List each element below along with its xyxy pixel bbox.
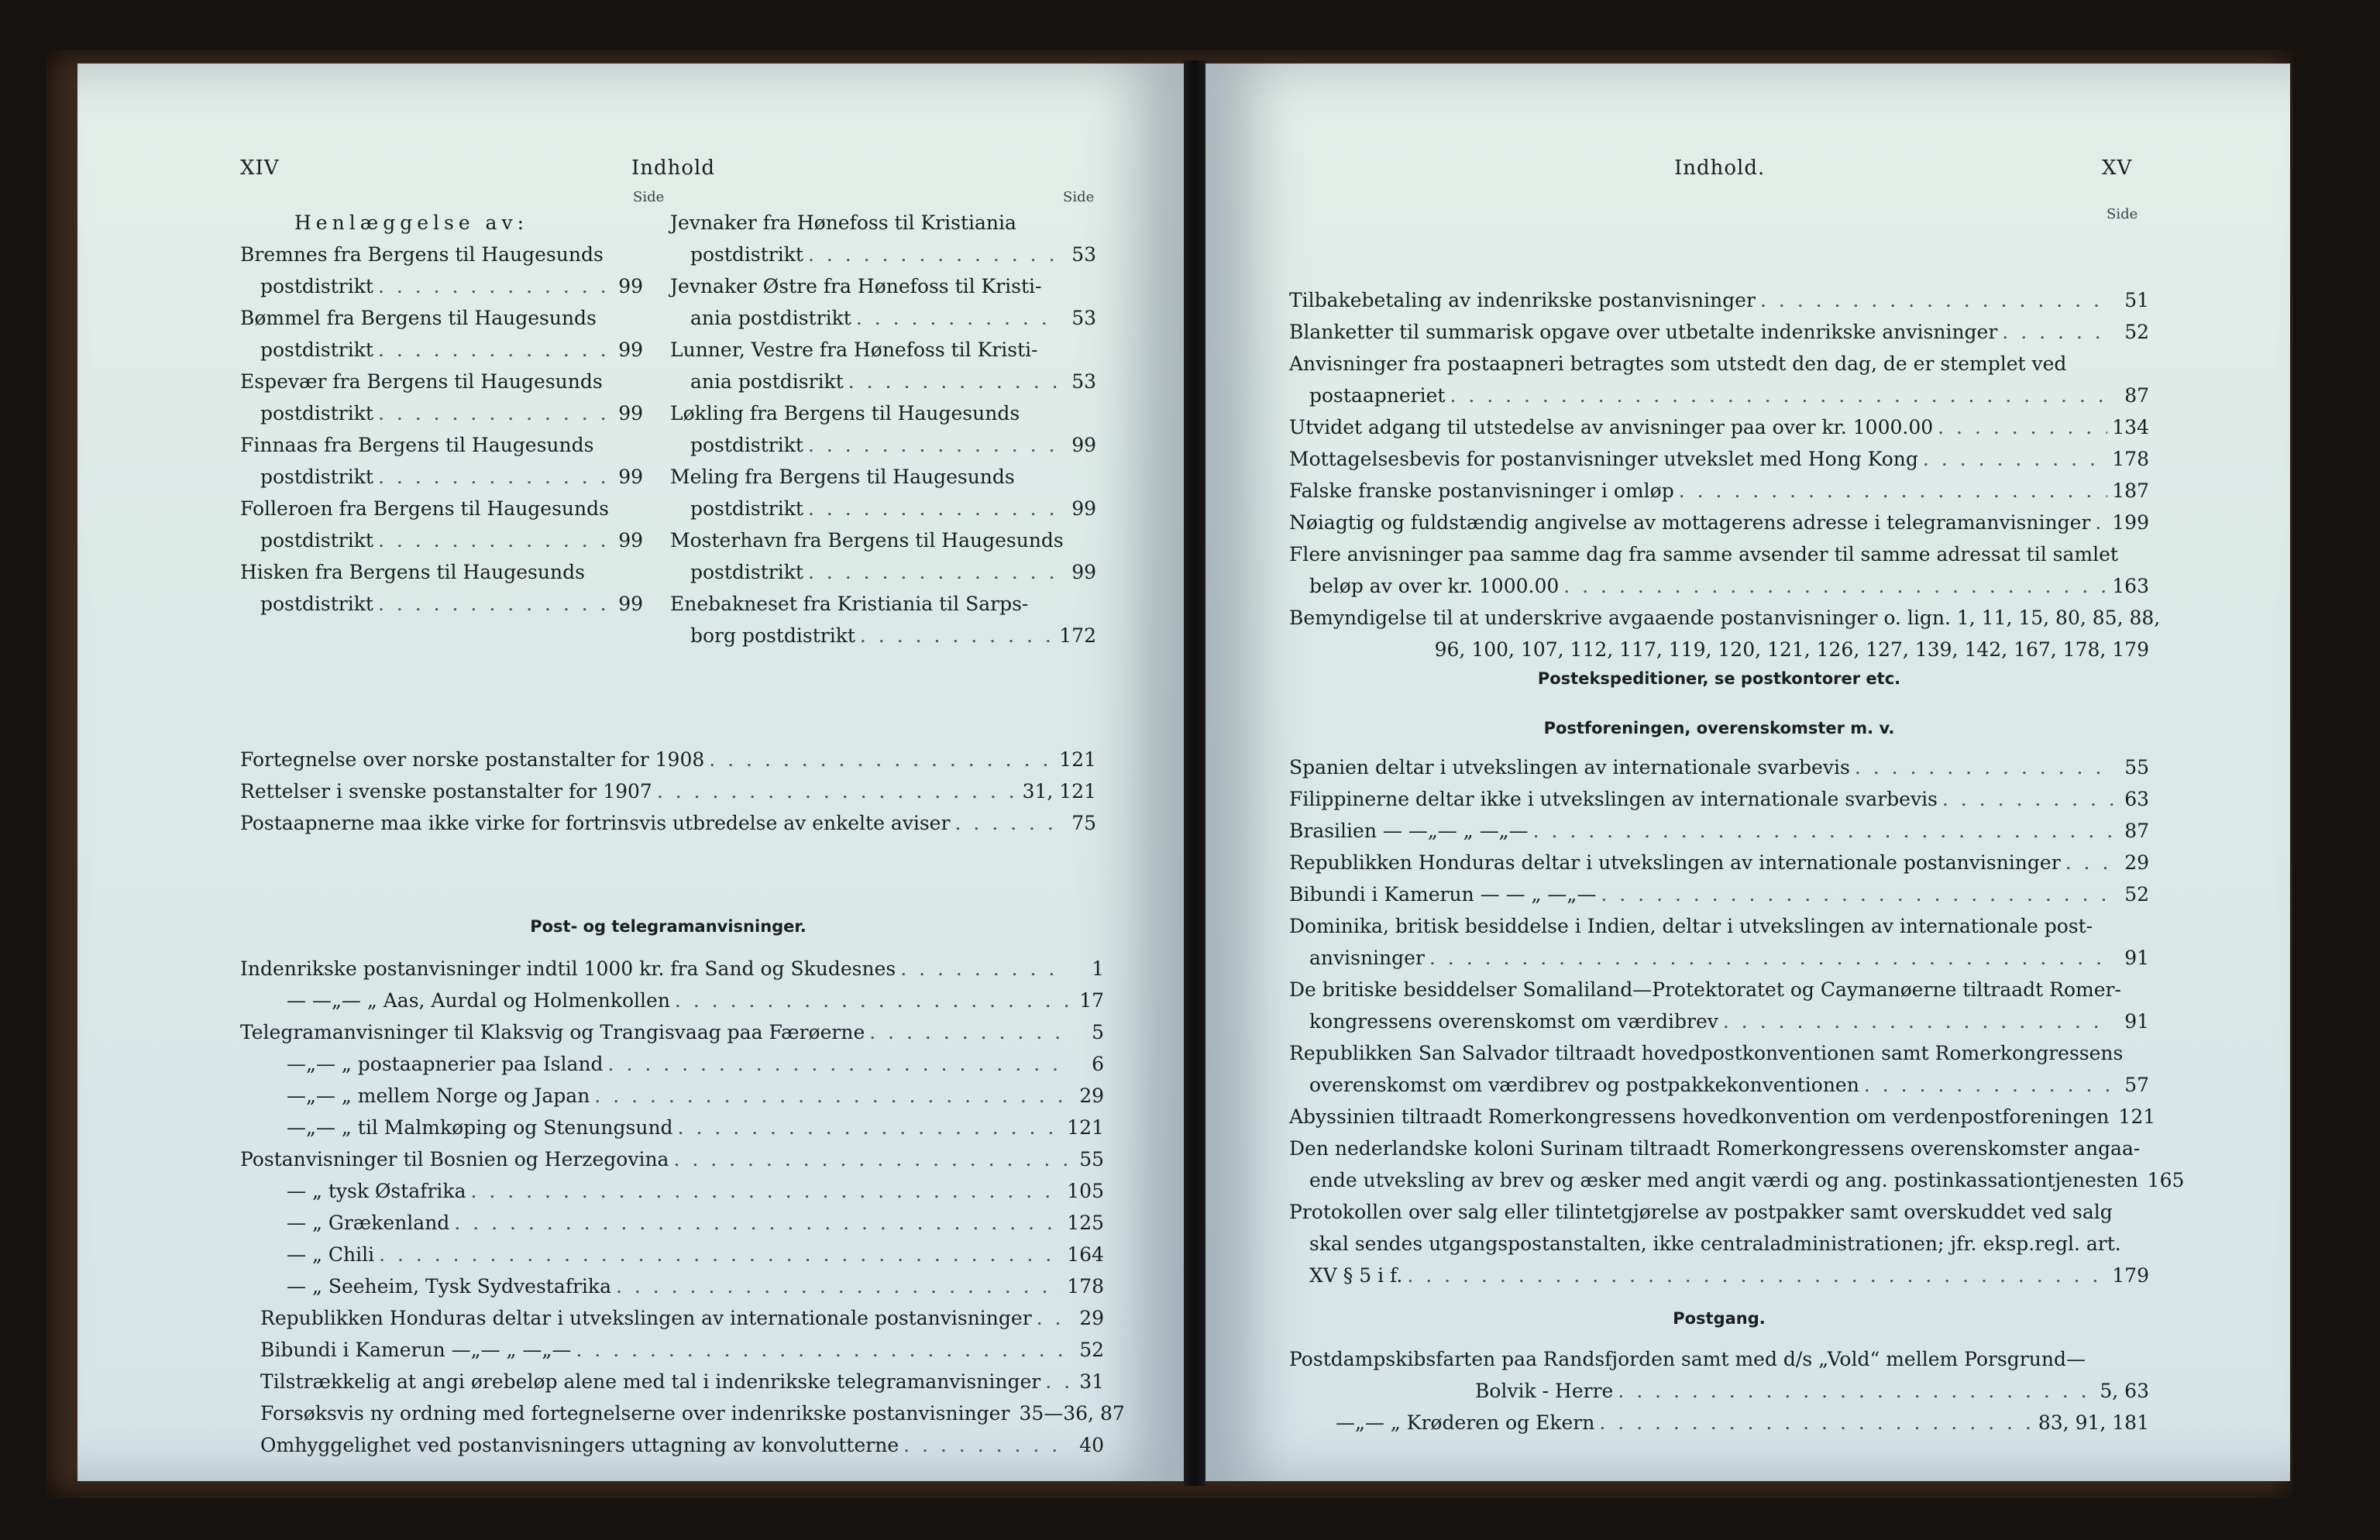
toc-entry bbox=[670, 461, 1096, 493]
toc-entry bbox=[1289, 1069, 2149, 1101]
entry-text: ania postdisrikt bbox=[690, 370, 844, 393]
dot-leader bbox=[1599, 1407, 2034, 1439]
toc-entry bbox=[240, 1143, 1104, 1175]
page-ref: 199 bbox=[2112, 511, 2149, 534]
page-ref: 52 bbox=[1079, 1339, 1104, 1361]
entry-text: postdistrikt bbox=[690, 561, 803, 583]
dot-leader bbox=[594, 1080, 1068, 1112]
toc-entry bbox=[240, 1334, 1104, 1366]
dot-leader bbox=[378, 461, 607, 493]
entry-text: — —„— „ Aas, Aurdal og Holmenkollen bbox=[287, 989, 670, 1012]
entry-text: — „ Chili bbox=[287, 1243, 375, 1266]
toc-entry bbox=[1289, 1260, 2149, 1291]
entry-text: Dominika, britisk besiddelse i Indien, deltar i utvekslingen av internationale post- bbox=[1289, 915, 2093, 937]
toc-entry bbox=[240, 1302, 1104, 1334]
toc-entry bbox=[670, 429, 1096, 461]
left-column bbox=[240, 207, 643, 620]
toc-entry bbox=[240, 744, 1096, 775]
page-ref: 17 bbox=[1079, 989, 1104, 1012]
dot-leader bbox=[616, 1270, 1062, 1302]
entry-text: — „ Grækenland bbox=[287, 1212, 450, 1234]
toc-entry bbox=[1289, 1196, 2149, 1228]
entry-text: postdistrikt bbox=[690, 434, 803, 456]
dot-leader bbox=[808, 556, 1061, 588]
page-ref: 105 bbox=[1067, 1180, 1104, 1202]
toc-entry bbox=[1289, 1005, 2149, 1037]
toc-entry bbox=[1289, 1133, 2149, 1164]
page-ref: 121 bbox=[1059, 748, 1096, 771]
toc-entry bbox=[240, 1175, 1104, 1207]
entry-text: Utvidet adgang til utstedelse av anvisninger paa over kr. 1000.00 bbox=[1289, 416, 1934, 438]
page-ref: 121 bbox=[1067, 1116, 1104, 1139]
entry-text: anvisninger bbox=[1309, 947, 1425, 969]
toc-entry bbox=[670, 270, 1096, 302]
entry-text: Enebakneset fra Kristiania til Sarps- bbox=[670, 593, 1029, 615]
section-entries bbox=[240, 953, 1125, 1461]
entry-text: Espevær fra Bergens til Haugesunds bbox=[240, 370, 603, 393]
section-title: Postekspeditioner, se postkontorer etc. bbox=[1537, 669, 1901, 688]
dot-leader bbox=[379, 1239, 1062, 1270]
entry-text: Republikken San Salvador tiltraadt hovedpostkonventionen samt Romerkongressens bbox=[1289, 1042, 2124, 1064]
toc-entry bbox=[1289, 475, 2149, 507]
full-width-entries bbox=[240, 744, 1096, 839]
page-ref: 99 bbox=[618, 402, 643, 425]
entry-text: Spanien deltar i utvekslingen av internationale svarbevis bbox=[1289, 756, 1850, 779]
toc-entry bbox=[240, 366, 643, 397]
dot-leader bbox=[675, 985, 1068, 1016]
entry-text: De britiske besiddelser Somaliland—Protektoratet og Caymanøerne tiltraadt Romer- bbox=[1289, 978, 2121, 1001]
entry-text: kongressens overenskomst om værdibrev bbox=[1309, 1010, 1718, 1033]
entry-text: Postanvisninger til Bosnien og Herzegovina bbox=[240, 1148, 669, 1170]
toc-entry bbox=[670, 366, 1096, 397]
toc-entry bbox=[240, 1048, 1104, 1080]
toc-entry bbox=[1289, 411, 2149, 443]
dot-leader bbox=[378, 524, 607, 556]
dot-leader bbox=[1450, 380, 2113, 411]
entry-text: Finnaas fra Bergens til Haugesunds bbox=[240, 434, 594, 456]
toc-entry bbox=[1289, 815, 2149, 847]
entry-text: Anvisninger fra postaapneri betragtes som utstedt den dag, de er stemplet ved bbox=[1289, 352, 2067, 375]
entry-text: Tilstrækkelig at angi ørebeløp alene med tal i indenrikske telegramanvisninger bbox=[260, 1370, 1041, 1393]
dot-leader bbox=[2002, 316, 2113, 348]
entry-text: Jevnaker Østre fra Hønefoss til Kristi- bbox=[670, 275, 1042, 297]
book-gutter bbox=[1184, 60, 1205, 1486]
entry-text: skal sendes utgangspostanstalten, ikke centraladministrationen; jfr. eksp.regl. art. bbox=[1309, 1232, 2121, 1255]
entry-text: Republikken Honduras deltar i utvekslingen av internationale postanvisninger bbox=[1289, 851, 2061, 874]
toc-entry bbox=[670, 524, 1096, 556]
dot-leader bbox=[1618, 1375, 2095, 1407]
entry-text: Bibundi i Kamerun — — „ —„— bbox=[1289, 883, 1597, 906]
page-ref: 29 bbox=[1079, 1085, 1104, 1107]
page-ref: 178 bbox=[1067, 1275, 1104, 1298]
dot-leader bbox=[1723, 1005, 2113, 1037]
entry-text: Filippinerne deltar ikke i utvekslingen av internationale svarbevis bbox=[1289, 788, 1938, 810]
dot-leader bbox=[1045, 1366, 1068, 1397]
page-ref: 31, 121 bbox=[1022, 780, 1096, 803]
toc-entry bbox=[1289, 1407, 2149, 1439]
toc-entry bbox=[1289, 316, 2149, 348]
toc-entry bbox=[240, 461, 643, 493]
dot-leader bbox=[673, 1143, 1068, 1175]
dot-leader bbox=[678, 1112, 1063, 1143]
entry-text: postdistrikt bbox=[260, 275, 373, 297]
page-ref: 99 bbox=[1071, 497, 1096, 520]
toc-entry bbox=[1289, 538, 2149, 570]
page-ref: 87 bbox=[2124, 820, 2149, 842]
dot-leader bbox=[2065, 847, 2113, 878]
dot-leader bbox=[470, 1175, 1062, 1207]
entry-text: overenskomst om værdibrev og postpakkekonventionen bbox=[1309, 1074, 1859, 1096]
toc-entry bbox=[670, 207, 1096, 239]
page-ref: 29 bbox=[1079, 1307, 1104, 1329]
entry-text: Protokollen over salg eller tilintetgjørelse av postpakker samt overskuddet ved salg bbox=[1289, 1201, 2113, 1223]
page-number: XV bbox=[2102, 156, 2133, 180]
entry-text: Bolvik - Herre bbox=[1475, 1380, 1614, 1402]
dot-leader bbox=[848, 366, 1061, 397]
toc-entry bbox=[670, 588, 1096, 620]
dot-leader bbox=[808, 493, 1061, 524]
entry-text: postdistrikt bbox=[260, 402, 373, 425]
page-ref: 35—36, 87 bbox=[1019, 1402, 1125, 1425]
dot-leader bbox=[903, 1429, 1068, 1461]
toc-entry bbox=[1289, 847, 2149, 878]
section-title: Post- og telegramanvisninger. bbox=[530, 917, 807, 936]
toc-entry bbox=[1289, 380, 2149, 411]
toc-entry bbox=[240, 429, 643, 461]
toc-entry bbox=[240, 302, 643, 334]
toc-entry bbox=[1289, 910, 2149, 942]
page-ref: 52 bbox=[2124, 321, 2149, 343]
page-ref: 164 bbox=[1067, 1243, 1104, 1266]
section-title: Postgang. bbox=[1673, 1309, 1766, 1328]
page-ref: 1 bbox=[1092, 957, 1104, 980]
page-ref: 87 bbox=[2124, 384, 2149, 407]
toc-entry bbox=[240, 524, 643, 556]
page-ref: 5 bbox=[1092, 1021, 1104, 1043]
page-ref: 172 bbox=[1059, 624, 1096, 647]
dot-leader bbox=[900, 953, 1068, 985]
page-ref: 134 bbox=[2112, 416, 2149, 438]
toc-entry bbox=[1289, 602, 2161, 634]
entry-text: Abyssinien tiltraadt Romerkongressens hovedkonvention om verdenpostforeningen bbox=[1289, 1105, 2110, 1128]
page-ref: 57 bbox=[2124, 1074, 2149, 1096]
page-ref: 52 bbox=[2124, 883, 2149, 906]
entry-text: Postdampskibsfarten paa Randsfjorden samt med d/s „Vold“ mellem Porsgrund— bbox=[1289, 1348, 2086, 1370]
page-ref: 29 bbox=[2124, 851, 2149, 874]
dot-leader bbox=[608, 1048, 1068, 1080]
toc-entry bbox=[1289, 974, 2149, 1005]
entry-text: Løkling fra Bergens til Haugesunds bbox=[670, 402, 1020, 425]
dot-leader bbox=[856, 302, 1061, 334]
entry-text: Nøiagtig og fuldstændig angivelse av mottagerens adresse i telegramanvisninger bbox=[1289, 511, 2091, 534]
toc-entry bbox=[1289, 783, 2149, 815]
dot-leader bbox=[576, 1334, 1068, 1366]
dot-leader bbox=[1601, 878, 2113, 910]
toc-entry bbox=[240, 1080, 1104, 1112]
right-page bbox=[1205, 64, 2290, 1481]
section-entries bbox=[1289, 751, 2185, 1291]
page-ref: 99 bbox=[1071, 434, 1096, 456]
dot-leader bbox=[454, 1207, 1062, 1239]
entry-text: Telegramanvisninger til Klaksvig og Trangisvaag paa Færøerne bbox=[240, 1021, 865, 1043]
side-label: Side bbox=[633, 189, 665, 205]
page-ref: 83, 91, 181 bbox=[2038, 1411, 2149, 1434]
side-label: Side bbox=[1063, 189, 1095, 205]
dot-leader bbox=[657, 775, 1018, 807]
toc-entry bbox=[670, 239, 1096, 270]
page-ref: 91 bbox=[2124, 1010, 2149, 1033]
page-ref: 53 bbox=[1071, 370, 1096, 393]
entry-text: Indenrikske postanvisninger indtil 1000 kr. fra Sand og Skudesnes bbox=[240, 957, 896, 980]
toc-entry bbox=[1289, 348, 2149, 380]
page-number: XIV bbox=[240, 156, 280, 180]
running-head: Indhold bbox=[631, 156, 716, 180]
toc-entry bbox=[1289, 1037, 2149, 1069]
toc-entry bbox=[240, 588, 643, 620]
entry-text: borg postdistrikt bbox=[690, 624, 855, 647]
entry-text: Fortegnelse over norske postanstalter for 1908 bbox=[240, 748, 705, 771]
entry-text: Hisken fra Bergens til Haugesunds bbox=[240, 561, 585, 583]
entry-text: Forsøksvis ny ordning med fortegnelserne over indenrikske postanvisninger bbox=[260, 1402, 1010, 1425]
entry-text: Republikken Honduras deltar i utvekslingen av internationale postanvisninger bbox=[260, 1307, 1032, 1329]
page-ref: 31 bbox=[1079, 1370, 1104, 1393]
entry-text: postdistrikt bbox=[690, 497, 803, 520]
toc-entry bbox=[240, 493, 643, 524]
toc-entry bbox=[1289, 1375, 2149, 1407]
entry-text: 96, 100, 107, 112, 117, 119, 120, 121, 126, 127, 139, 142, 167, 178, 179 bbox=[1434, 638, 2149, 661]
entry-text: postdistrikt bbox=[260, 529, 373, 552]
toc-entry bbox=[240, 1366, 1104, 1397]
column-heading: Henlæggelse av: bbox=[294, 211, 529, 234]
toc-entry bbox=[1289, 878, 2149, 910]
dot-leader bbox=[1679, 475, 2108, 507]
entry-text: Bømmel fra Bergens til Haugesunds bbox=[240, 307, 597, 329]
running-head: Indhold. bbox=[1674, 156, 1766, 180]
dot-leader bbox=[808, 239, 1061, 270]
toc-entry bbox=[240, 1270, 1104, 1302]
page-ref: 178 bbox=[2112, 448, 2149, 470]
entry-text: Bibundi i Kamerun —„— „ —„— bbox=[260, 1339, 572, 1361]
toc-entry bbox=[670, 620, 1096, 651]
entry-text: Bemyndigelse til at underskrive avgaaende postanvisninger o. lign. 1, 11, 15, 80, 85, 88, bbox=[1289, 607, 2161, 629]
page-ref: 51 bbox=[2124, 289, 2149, 311]
toc-entry bbox=[240, 1397, 1125, 1429]
page-ref: 75 bbox=[1071, 812, 1096, 834]
entry-text: — „ tysk Østafrika bbox=[287, 1180, 466, 1202]
entry-text: Blanketter til summarisk opgave over utbetalte indenrikske anvisninger bbox=[1289, 321, 1998, 343]
page-ref: 53 bbox=[1071, 243, 1096, 266]
page-ref: 99 bbox=[618, 275, 643, 297]
toc-entry bbox=[1289, 1164, 2185, 1196]
dot-leader bbox=[808, 429, 1061, 461]
page-ref: 187 bbox=[2112, 480, 2149, 502]
toc-entry bbox=[670, 556, 1096, 588]
toc-entry bbox=[670, 397, 1096, 429]
side-label: Side bbox=[2107, 206, 2138, 222]
page-ref: 53 bbox=[1071, 307, 1096, 329]
toc-entry bbox=[1289, 443, 2149, 475]
page-ref: 40 bbox=[1079, 1434, 1104, 1456]
dot-leader bbox=[954, 807, 1061, 839]
toc-entry bbox=[1289, 1101, 2156, 1133]
dot-leader bbox=[1429, 942, 2113, 974]
toc-entry bbox=[240, 270, 643, 302]
page-ref: 99 bbox=[618, 529, 643, 552]
entry-text: —„— „ mellem Norge og Japan bbox=[287, 1085, 590, 1107]
toc-entry bbox=[1289, 284, 2149, 316]
toc-entry bbox=[1289, 570, 2149, 602]
entry-text: —„— „ postaapnerier paa Island bbox=[287, 1053, 604, 1075]
toc-entry bbox=[670, 334, 1096, 366]
entry-text: postdistrikt bbox=[260, 466, 373, 488]
dot-leader bbox=[378, 334, 607, 366]
toc-entry bbox=[240, 556, 643, 588]
dot-leader bbox=[1407, 1260, 2107, 1291]
page-ref: 99 bbox=[618, 466, 643, 488]
entry-text: postdistrikt bbox=[690, 243, 803, 266]
toc-entry bbox=[1289, 1343, 2149, 1375]
entry-text: Tilbakebetaling av indenrikske postanvisninger bbox=[1289, 289, 1756, 311]
entry-text: beløp av over kr. 1000.00 bbox=[1309, 575, 1560, 597]
entry-text: —„— „ Krøderen og Ekern bbox=[1336, 1411, 1595, 1434]
entry-text: XV § 5 i f. bbox=[1309, 1264, 1403, 1287]
entry-text: Meling fra Bergens til Haugesunds bbox=[670, 466, 1015, 488]
dot-leader bbox=[1855, 751, 2113, 783]
dot-leader bbox=[1938, 411, 2107, 443]
entry-text: Postaapnerne maa ikke virke for fortrinsvis utbredelse av enkelte aviser bbox=[240, 812, 951, 834]
dot-leader bbox=[1864, 1069, 2113, 1101]
toc-entry bbox=[240, 953, 1104, 985]
toc-entry bbox=[1289, 507, 2149, 538]
dot-leader bbox=[869, 1016, 1068, 1048]
page-ref: 99 bbox=[618, 339, 643, 361]
toc-entry bbox=[1289, 942, 2149, 974]
entries bbox=[1289, 284, 2161, 665]
entry-text: Folleroen fra Bergens til Haugesunds bbox=[240, 497, 609, 520]
entry-text: Jevnaker fra Hønefoss til Kristiania bbox=[670, 211, 1016, 234]
dot-leader bbox=[1923, 443, 2107, 475]
toc-entry bbox=[240, 1016, 1104, 1048]
entry-text: Rettelser i svenske postanstalter for 1907 bbox=[240, 780, 652, 803]
dot-leader bbox=[1942, 783, 2113, 815]
entry-text: Flere anvisninger paa samme dag fra samme avsender til samme adressat til samlet bbox=[1289, 543, 2118, 565]
entry-text: postdistrikt bbox=[260, 339, 373, 361]
toc-entry bbox=[240, 807, 1096, 839]
entry-text: ende utveksling av brev og æsker med angit værdi og ang. postinkassationtjenesten bbox=[1309, 1169, 2138, 1191]
page-ref: 91 bbox=[2124, 947, 2149, 969]
entry-text: Mosterhavn fra Bergens til Haugesunds bbox=[670, 529, 1064, 552]
dot-leader bbox=[860, 620, 1054, 651]
entry-text: ania postdistrikt bbox=[690, 307, 851, 329]
entry-text: Lunner, Vestre fra Hønefoss til Kristi- bbox=[670, 339, 1038, 361]
entry-text: —„— „ til Malmkøping og Stenungsund bbox=[287, 1116, 673, 1139]
dot-leader bbox=[1533, 815, 2113, 847]
page-ref: 99 bbox=[1071, 561, 1096, 583]
page-ref: 5, 63 bbox=[2100, 1380, 2149, 1402]
toc-entry bbox=[240, 397, 643, 429]
entry-text: Omhyggelighet ved postanvisningers uttagning av konvolutterne bbox=[260, 1434, 899, 1456]
page-ref: 55 bbox=[2124, 756, 2149, 779]
entry-text: Den nederlandske koloni Surinam tiltraadt Romerkongressens overenskomster angaa- bbox=[1289, 1137, 2141, 1160]
toc-entry bbox=[240, 985, 1104, 1016]
left-page bbox=[77, 64, 1184, 1481]
page-ref: 99 bbox=[618, 593, 643, 615]
toc-entry bbox=[1289, 1228, 2149, 1260]
toc-entry bbox=[670, 493, 1096, 524]
section-entries bbox=[1289, 1343, 2149, 1439]
toc-entry bbox=[1289, 634, 2149, 665]
toc-entry bbox=[240, 1239, 1104, 1270]
section-title: Postforeningen, overenskomster m. v. bbox=[1543, 719, 1895, 737]
entry-text: — „ Seeheim, Tysk Sydvestafrika bbox=[287, 1275, 611, 1298]
entry-text: postdistrikt bbox=[260, 593, 373, 615]
dot-leader bbox=[378, 397, 607, 429]
dot-leader bbox=[1563, 570, 2107, 602]
entry-text: Bremnes fra Bergens til Haugesunds bbox=[240, 243, 604, 266]
dot-leader bbox=[709, 744, 1054, 775]
page-ref: 63 bbox=[2124, 788, 2149, 810]
page-ref: 125 bbox=[1067, 1212, 1104, 1234]
page-ref: 165 bbox=[2147, 1169, 2185, 1191]
page-ref: 179 bbox=[2112, 1264, 2149, 1287]
toc-entry bbox=[1289, 751, 2149, 783]
dot-leader bbox=[1760, 284, 2113, 316]
dot-leader bbox=[378, 270, 607, 302]
toc-entry bbox=[240, 775, 1096, 807]
dot-leader bbox=[1037, 1302, 1068, 1334]
page-ref: 163 bbox=[2112, 575, 2149, 597]
toc-entry bbox=[240, 1207, 1104, 1239]
toc-entry bbox=[670, 302, 1096, 334]
page-ref: 121 bbox=[2118, 1105, 2156, 1128]
entry-text: Brasilien — —„— „ —„— bbox=[1289, 820, 1529, 842]
right-column bbox=[670, 207, 1096, 651]
entry-text: Falske franske postanvisninger i omløp bbox=[1289, 480, 1674, 502]
toc-entry bbox=[240, 239, 643, 270]
dot-leader bbox=[378, 588, 607, 620]
page-ref: 6 bbox=[1092, 1053, 1104, 1075]
page-ref: 55 bbox=[1079, 1148, 1104, 1170]
toc-entry bbox=[240, 334, 643, 366]
entry-text: Mottagelsesbevis for postanvisninger utvekslet med Hong Kong bbox=[1289, 448, 1918, 470]
dot-leader bbox=[2095, 507, 2107, 538]
toc-entry bbox=[240, 1429, 1104, 1461]
entry-text: postaapneriet bbox=[1309, 384, 1446, 407]
toc-entry bbox=[240, 1112, 1104, 1143]
